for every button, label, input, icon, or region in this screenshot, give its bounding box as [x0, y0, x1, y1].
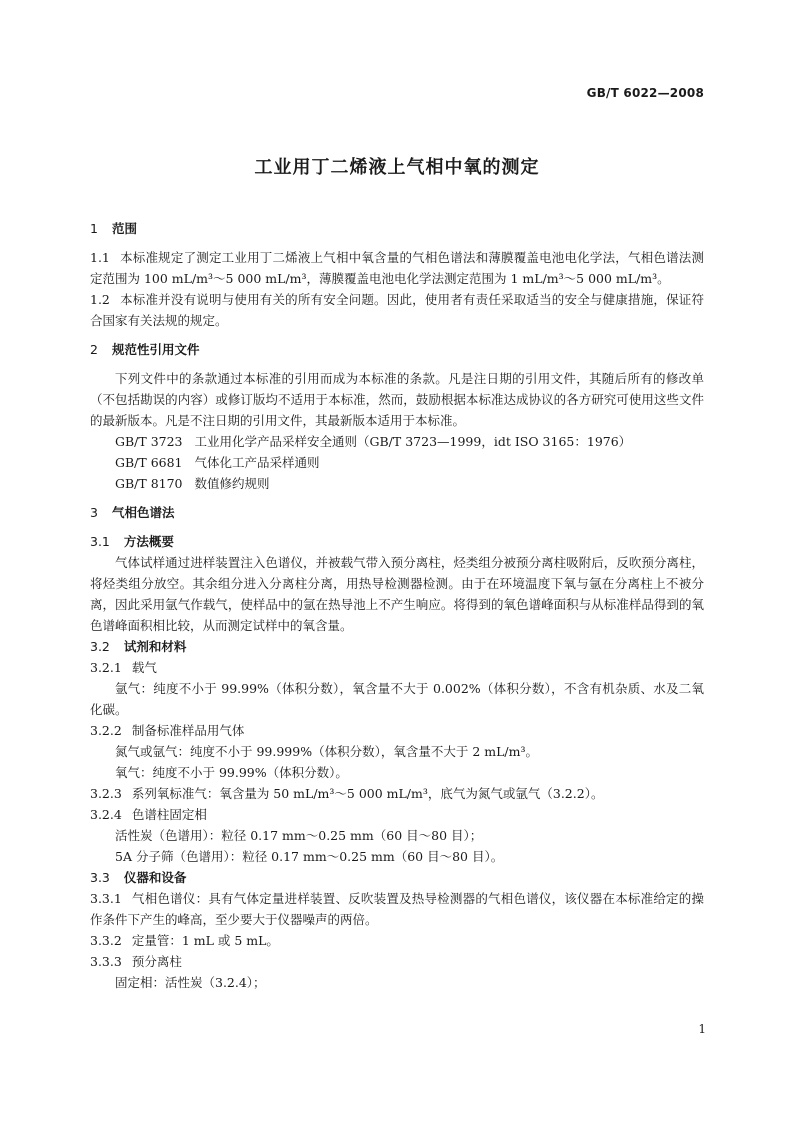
page-number: 1: [698, 1022, 706, 1036]
clause-text: 本标准规定了测定工业用丁二烯液上气相中氧含量的气相色谱法和薄膜覆盖电池电化学法，气相色谱法测定范围为 100 mL/m³～5 000 mL/m³，薄膜覆盖电池电化学法测定范围为 1 mL/m³～5 000 mL/m³。: [90, 250, 704, 286]
subsection-3-3-heading: [90, 867, 704, 888]
section-number: 3.3: [90, 870, 110, 885]
reference-item: [90, 452, 704, 473]
section-number: 2: [90, 342, 98, 357]
section-number: 1: [90, 221, 98, 236]
clause-text: 本标准并没有说明与使用有关的所有安全问题。因此，使用者有责任采取适当的安全与健康措施，保证符合国家有关法规的规定。: [90, 292, 704, 328]
clause-3-3-2: [90, 930, 704, 951]
clause-number: 3.2.4: [90, 807, 122, 822]
reference-code: GB/T 3723: [115, 434, 183, 449]
reference-code: GB/T 6681: [115, 455, 183, 470]
clause-text: 系列氧标准气：氧含量为 50 mL/m³～5 000 mL/m³，底气为氮气或氩气（3.2.2）。: [131, 786, 604, 801]
normative-references-intro: 下列文件中的条款通过本标准的引用而成为本标准的条款。凡是注日期的引用文件，其随后所有的修改单（不包括勘误的内容）或修订版均不适用于本标准，然而，鼓励根据本标准达成协议的各方研究可使用这些文件的最新版本。凡是不注日期的引用文件，其最新版本适用于本标准。: [90, 371, 704, 428]
clause-3-3-3-heading: [90, 951, 704, 972]
reference-title: 气体化工产品采样通则: [194, 455, 320, 470]
stationary-phase-line: 5A 分子筛（色谱用）：粒径 0.17 mm～0.25 mm（60 目～80 目）。: [115, 849, 504, 864]
gas-spec-line: 氮气或氩气：纯度不小于 99.999%（体积分数），氧含量不大于 2 mL/m³。: [115, 744, 538, 759]
clause-3-2-4-heading: [90, 804, 704, 825]
section-title: 试剂和材料: [123, 639, 187, 654]
clause-1-1: [90, 247, 704, 289]
clause-number: 3.3.3: [90, 954, 122, 969]
section-1-heading: [90, 218, 704, 239]
clause-title: 制备标准样品用气体: [131, 723, 245, 738]
standard-number: GB/T 6022—2008: [586, 86, 704, 100]
clause-3-2-1-heading: [90, 657, 704, 678]
section-3-heading: [90, 502, 704, 523]
clause-title: 预分离柱: [131, 954, 182, 969]
reference-code: GB/T 8170: [115, 476, 183, 491]
clause-number: 3.3.1: [90, 891, 122, 906]
clause-text: 气相色谱仪：具有气体定量进样装置、反吹装置及热导检测器的气相色谱仪，该仪器在本标准给定的操作条件下产生的峰高，至少要大于仪器噪声的两倍。: [90, 891, 704, 927]
reference-title: 工业用化学产品采样安全通则（GB/T 3723—1999，idt ISO 3165：1976）: [194, 434, 632, 449]
method-summary-text: 气体试样通过进样装置注入色谱仪，并被载气带入预分离柱，烃类组分被预分离柱吸附后，反吹预分离柱，将烃类组分放空。其余组分进入分离柱分离，用热导检测器检测。由于在环境温度下氧与氩在分离柱上不被分离，因此采用氩气作载气，使样品中的氩在热导池上不产生响应。将得到的氧色谱峰面积与从标准样品得到的氧色谱峰面积相比较，从而测定试样中的氧含量。: [90, 555, 704, 633]
section-number: 3.2: [90, 639, 110, 654]
clause-number: 3.2.1: [90, 660, 122, 675]
clause-3-2-3: [90, 783, 704, 804]
section-number: 3: [90, 505, 98, 520]
stationary-phase-line: 活性炭（色谱用）：粒径 0.17 mm～0.25 mm（60 目～80 目）；: [115, 828, 483, 843]
pre-column-phase-line: 固定相：活性炭（3.2.4）；: [115, 975, 266, 990]
document-title: 工业用丁二烯液上气相中氧的测定: [254, 157, 540, 178]
section-title: 仪器和设备: [123, 870, 187, 885]
clause-title: 载气: [131, 660, 157, 675]
gas-spec-line: 氧气：纯度不小于 99.99%（体积分数）。: [115, 765, 348, 780]
section-title: 范围: [111, 221, 137, 236]
subsection-3-2-heading: [90, 636, 704, 657]
clause-3-3-1: [90, 888, 704, 930]
section-title: 规范性引用文件: [111, 342, 200, 357]
subsection-3-1-heading: [90, 531, 704, 552]
clause-number: 3.2.2: [90, 723, 122, 738]
reference-item: [90, 473, 704, 494]
section-2-heading: [90, 339, 704, 360]
reference-item: [90, 431, 704, 452]
clause-title: 色谱柱固定相: [131, 807, 207, 822]
clause-number: 3.2.3: [90, 786, 122, 801]
clause-1-2: [90, 289, 704, 331]
clause-text: 定量管：1 mL 或 5 mL。: [131, 933, 279, 948]
section-title: 方法概要: [123, 534, 174, 549]
clause-3-2-2-heading: [90, 720, 704, 741]
clause-number: 3.3.2: [90, 933, 122, 948]
clause-number: 1.1: [90, 250, 110, 265]
section-title: 气相色谱法: [111, 505, 175, 520]
reference-title: 数值修约规则: [194, 476, 270, 491]
document-body: [90, 218, 704, 993]
carrier-gas-text: 氩气：纯度不小于 99.99%（体积分数），氧含量不大于 0.002%（体积分数），不含有机杂质、水及二氧化碳。: [90, 681, 704, 717]
clause-number: 1.2: [90, 292, 110, 307]
section-number: 3.1: [90, 534, 110, 549]
